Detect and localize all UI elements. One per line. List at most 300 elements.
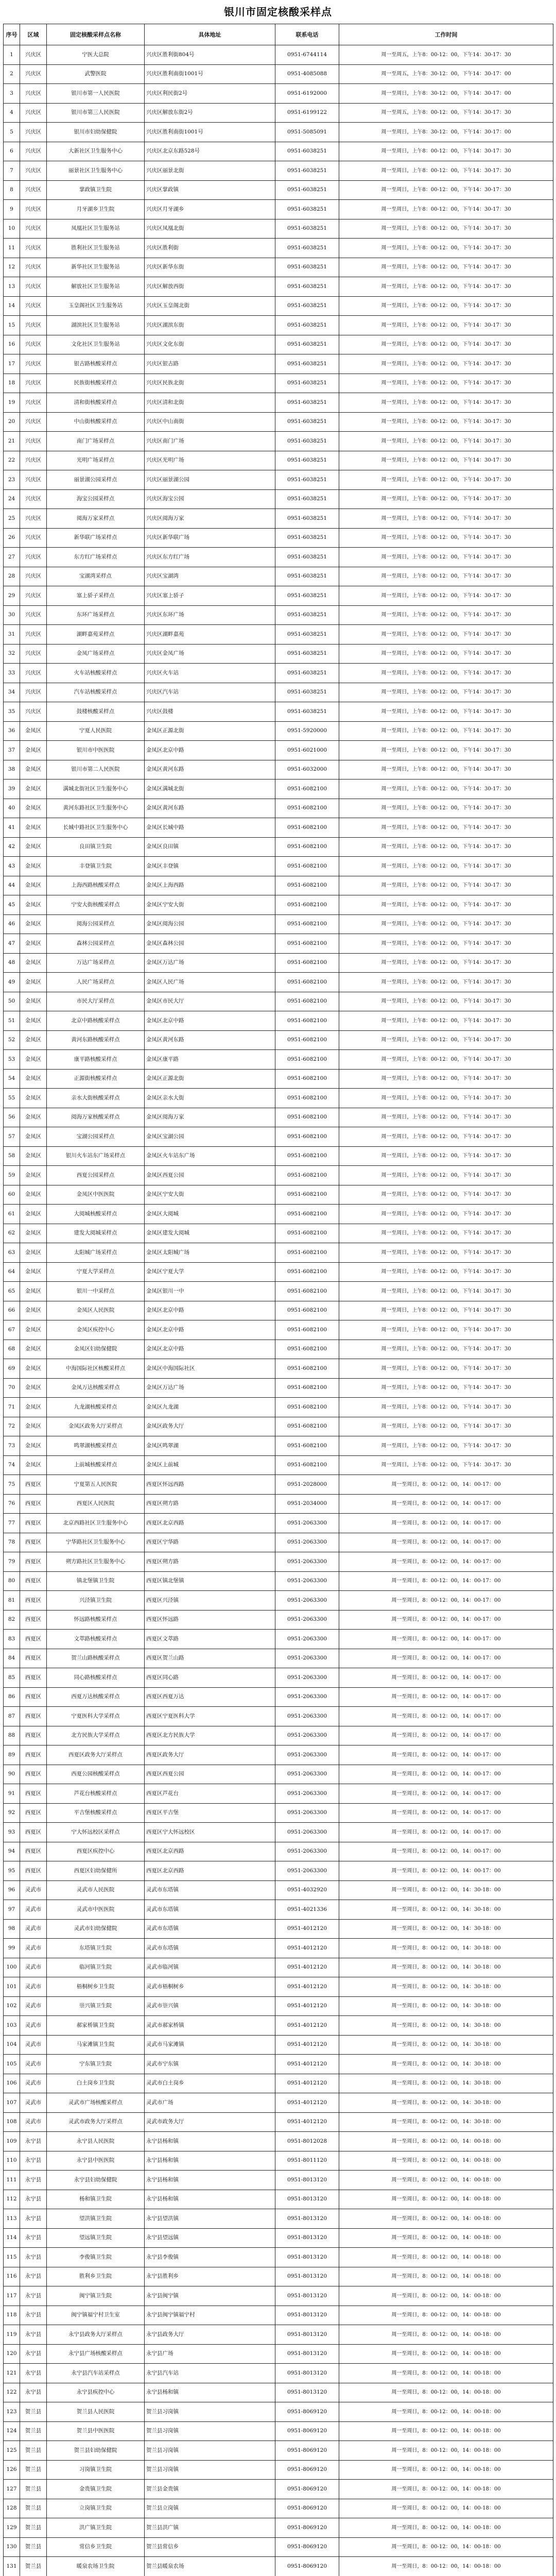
row-site-name: 宁医大总院 [47, 45, 145, 65]
row-phone: 0951-2063300 [275, 1823, 339, 1842]
row-district: 金凤区 [20, 876, 47, 895]
table-row [4, 335, 553, 354]
row-address: 西夏区宁夏医科大学 [145, 1707, 275, 1726]
row-phone: 0951-6082100 [275, 1398, 339, 1417]
row-site-name: 郝家桥镇卫生院 [47, 2016, 145, 2036]
row-district: 西夏区 [20, 1668, 47, 1688]
row-hours: 周一至周日，8：00-12：00，14：00-17：00 [339, 1514, 553, 1533]
table-row [4, 2035, 553, 2055]
row-address: 兴庆区清和北街 [145, 393, 275, 413]
row-site-name: 西夏公园核酸采样点 [47, 1765, 145, 1784]
row-phone: 0951-2063300 [275, 1533, 339, 1552]
row-district: 金凤区 [20, 992, 47, 1011]
row-phone: 0951-8011120 [275, 2151, 339, 2171]
row-index: 118 [4, 2306, 20, 2325]
header-district: 区域 [20, 24, 47, 45]
row-index: 125 [4, 2441, 20, 2461]
row-site-name: 永宁县妇幼保健院 [47, 2171, 145, 2190]
row-index: 29 [4, 586, 20, 606]
row-hours: 周一至周日，8：00-12：00，14：00-18：00 [339, 2557, 553, 2576]
row-hours: 周一至周日，上午8：00-12：00，下午14：30-17：30 [339, 1224, 553, 1243]
table-row [4, 876, 553, 895]
row-hours: 周一至周日，8：00-12：00，14：00-17：00 [339, 1668, 553, 1688]
row-hours: 周一至周日，8：00-12：00，14：00-18：00 [339, 2132, 553, 2151]
row-site-name: 凤凰社区卫生服务站 [47, 219, 145, 239]
row-address: 兴庆区解放东街2号 [145, 103, 275, 123]
row-hours: 周一至周日，8：00-12：00，14：00-17：00 [339, 1823, 553, 1842]
row-phone: 0951-2063300 [275, 1649, 339, 1668]
row-index: 10 [4, 219, 20, 239]
row-index: 111 [4, 2171, 20, 2190]
table-row [4, 2518, 553, 2538]
table-row [4, 1803, 553, 1823]
row-phone: 0951-8013120 [275, 2267, 339, 2286]
table-row [4, 973, 553, 992]
row-phone: 0951-6038251 [275, 489, 339, 509]
row-hours: 周一至周日，8：00-12：00，14：00-17：00 [339, 1687, 553, 1707]
row-hours: 周一至周日，上午8：00-12：00，下午14：30-17：30 [339, 1011, 553, 1031]
row-site-name: 怀远路核酸采样点 [47, 1610, 145, 1630]
row-index: 126 [4, 2460, 20, 2480]
row-phone: 0951-6082100 [275, 1417, 339, 1436]
row-phone: 0951-6744114 [275, 45, 339, 65]
row-site-name: 康平路核酸采样点 [47, 1050, 145, 1070]
page-title: 银川市固定核酸采样点 [224, 6, 332, 18]
row-address: 西夏区宁大怀远校区 [145, 1823, 275, 1842]
table-row [4, 2151, 553, 2171]
row-address: 金凤区正源北街 [145, 721, 275, 741]
row-phone: 0951-2063300 [275, 1668, 339, 1688]
row-site-name: 南门广场采样点 [47, 432, 145, 451]
row-index: 32 [4, 644, 20, 664]
table-row [4, 2286, 553, 2306]
row-phone: 0951-6082100 [275, 1108, 339, 1127]
row-phone: 0951-8013120 [275, 2248, 339, 2267]
row-index: 58 [4, 1146, 20, 1166]
row-site-name: 北京西路社区卫生服务中心 [47, 1514, 145, 1533]
row-address: 西夏区怀远西路 [145, 1475, 275, 1495]
table-row [4, 412, 553, 432]
row-index: 86 [4, 1687, 20, 1707]
row-hours: 周一至周日，上午8：00-12：00，下午14：30-17：30 [339, 625, 553, 645]
row-index: 59 [4, 1166, 20, 1185]
row-index: 63 [4, 1243, 20, 1263]
row-hours: 周一至周日，上午8：00-12：00，下午14：30-17：30 [339, 1455, 553, 1475]
row-phone: 0951-2063300 [275, 1630, 339, 1649]
row-hours: 周一至周日，8：00-12：00，14：00-18：00 [339, 2190, 553, 2209]
row-district: 金凤区 [20, 895, 47, 915]
row-index: 65 [4, 1282, 20, 1301]
row-site-name: 文萃路核酸采样点 [47, 1630, 145, 1649]
row-district: 兴庆区 [20, 161, 47, 181]
row-hours: 周一至周日，8：00-12：00，14：30-18：00 [339, 1977, 553, 1997]
row-address: 西夏区芦花台 [145, 1784, 275, 1804]
row-address: 金凤区太阳城广场 [145, 1243, 275, 1263]
table-row [4, 1494, 553, 1514]
row-phone: 0951-4012120 [275, 1977, 339, 1997]
row-hours: 周一至周日，上午8：00-12：00，下午14：30-17：30 [339, 489, 553, 509]
table-body [4, 45, 553, 2576]
row-hours: 周一至周日，8：00-12：00，14：00-18：00 [339, 2306, 553, 2325]
row-phone: 0951-6038251 [275, 354, 339, 374]
row-phone: 0951-6082100 [275, 876, 339, 895]
row-district: 兴庆区 [20, 470, 47, 490]
row-district: 贺兰县 [20, 2480, 47, 2499]
row-index: 121 [4, 2364, 20, 2383]
row-address: 兴庆区湖畔嘉苑 [145, 625, 275, 645]
row-phone: 0951-5920000 [275, 721, 339, 741]
row-phone: 0951-6082100 [275, 1243, 339, 1263]
row-district: 金凤区 [20, 1262, 47, 1282]
row-hours: 周一至周日，上午8：00-12：00，下午14：30-17：30 [339, 1282, 553, 1301]
row-hours: 周一至周日，8：00-12：00，14：00-18：00 [339, 2267, 553, 2286]
row-district: 兴庆区 [20, 277, 47, 297]
row-address: 兴庆区玉皇阁北街 [145, 296, 275, 316]
row-phone: 0951-8013120 [275, 2286, 339, 2306]
row-index: 27 [4, 548, 20, 567]
row-phone: 0951-6082100 [275, 1089, 339, 1108]
row-address: 西夏区文萃路 [145, 1630, 275, 1649]
row-hours: 周一至周日，上午8：00-12：00，下午14：30-17：30 [339, 219, 553, 239]
row-hours: 周一至周日，上午8：00-12：00，下午14：30-17：30 [339, 605, 553, 625]
row-hours: 周一至周日，8：00-12：00，14：00-17：00 [339, 1591, 553, 1611]
row-hours: 周一至周日，8：00-12：00，14：00-18：00 [339, 2344, 553, 2364]
row-site-name: 银古路核酸采样点 [47, 354, 145, 374]
row-district: 西夏区 [20, 1591, 47, 1611]
row-hours: 周一至周日，上午8：00-12：00，下午14：30-17：30 [339, 258, 553, 277]
row-hours: 周一至周日，上午8：00-12：00，下午14：30-17：30 [339, 837, 553, 857]
row-hours: 周一至周日，上午8：00-12：00，下午14：30-17：30 [339, 702, 553, 722]
row-district: 兴庆区 [20, 702, 47, 722]
row-phone: 0951-6038251 [275, 296, 339, 316]
row-site-name: 银川一中采样点 [47, 1282, 145, 1301]
row-hours: 周一至周日，上午8：00-12：00，下午14：30-17：30 [339, 239, 553, 258]
row-site-name: 镇北堡镇卫生院 [47, 1571, 145, 1591]
header-phone: 联系电话 [275, 24, 339, 45]
row-address: 灵武市东塔镇 [145, 1880, 275, 1900]
row-hours: 周一至周日，8：00-12：00，14：30-18：00 [339, 2055, 553, 2074]
row-index: 124 [4, 2421, 20, 2441]
table-row [4, 1243, 553, 1263]
row-phone: 0951-6038251 [275, 316, 339, 335]
row-hours: 周一至周日，8：00-12：00，14：00-17：00 [339, 1765, 553, 1784]
row-index: 84 [4, 1649, 20, 1668]
table-row [4, 2402, 553, 2422]
row-hours: 周一至周日，上午8：00-12：00，下午14：30-17：30 [339, 1030, 553, 1050]
row-phone: 0951-6038251 [275, 393, 339, 413]
row-address: 金凤区万达广场 [145, 953, 275, 973]
row-address: 灵武市广场 [145, 2093, 275, 2113]
row-hours: 周一至周五，上午8：00-12：00，下午14：30-17：30 [339, 103, 553, 123]
row-index: 19 [4, 393, 20, 413]
row-index: 6 [4, 142, 20, 161]
row-index: 66 [4, 1301, 20, 1320]
row-phone: 0951-6082100 [275, 1282, 339, 1301]
row-phone: 0951-6082100 [275, 1069, 339, 1089]
row-site-name: 阅海公园采样点 [47, 914, 145, 934]
row-address: 金凤区建发大阅城 [145, 1224, 275, 1243]
row-index: 24 [4, 489, 20, 509]
row-hours: 周一至周日，8：00-12：00，14：00-18：00 [339, 2537, 553, 2557]
row-district: 金凤区 [20, 1166, 47, 1185]
row-address: 金凤区北京中路 [145, 741, 275, 760]
row-index: 94 [4, 1842, 20, 1861]
row-site-name: 丽景湖公园采样点 [47, 470, 145, 490]
row-index: 81 [4, 1591, 20, 1611]
row-site-name: 永宁县政务大厅采样点 [47, 2325, 145, 2345]
header-address: 具体地址 [145, 24, 275, 45]
table-row [4, 818, 553, 838]
row-phone: 0951-4021336 [275, 1900, 339, 1920]
row-hours: 周一至周日，8：00-12：00，14：00-17：00 [339, 1610, 553, 1630]
row-address: 永宁县望远镇 [145, 2228, 275, 2248]
row-index: 122 [4, 2383, 20, 2402]
row-index: 101 [4, 1977, 20, 1997]
row-site-name: 阅海万家采样点 [47, 509, 145, 529]
row-phone: 0951-4012120 [275, 2093, 339, 2113]
row-index: 45 [4, 895, 20, 915]
row-index: 71 [4, 1398, 20, 1417]
row-index: 55 [4, 1089, 20, 1108]
table-row [4, 895, 553, 915]
row-hours: 周一至周日，上午8：00-12：00，下午14：30-17：30 [339, 1127, 553, 1147]
row-index: 108 [4, 2112, 20, 2132]
row-phone: 0951-6038251 [275, 219, 339, 239]
row-hours: 周一至周日，8：00-12：00，14：00-18：00 [339, 2364, 553, 2383]
row-district: 兴庆区 [20, 509, 47, 529]
row-index: 42 [4, 837, 20, 857]
row-district: 金凤区 [20, 1301, 47, 1320]
row-address: 西夏区怀远路 [145, 1610, 275, 1630]
row-phone: 0951-4012120 [275, 1939, 339, 1958]
row-address: 贺兰县习岗镇 [145, 2460, 275, 2480]
row-address: 金凤区北京中路 [145, 1320, 275, 1340]
table-row [4, 2093, 553, 2113]
row-hours: 周一至周日，8：00-12：00，14：30-18：00 [339, 1958, 553, 1977]
row-address: 兴庆区胜利南街1001号 [145, 64, 275, 84]
row-district: 永宁县 [20, 2228, 47, 2248]
row-index: 35 [4, 702, 20, 722]
row-site-name: 塞上骄子采样点 [47, 586, 145, 606]
row-index: 74 [4, 1455, 20, 1475]
row-district: 永宁县 [20, 2209, 47, 2229]
row-index: 34 [4, 683, 20, 702]
table-row [4, 1977, 553, 1997]
row-site-name: 西夏区疾控中心 [47, 1842, 145, 1861]
row-site-name: 森林公园采样点 [47, 934, 145, 954]
row-phone: 0951-8069120 [275, 2537, 339, 2557]
table-row [4, 1958, 553, 1977]
row-hours: 周一至周日，上午8：00-12：00，下午14：30-17：30 [339, 509, 553, 529]
row-hours: 周一至周日，上午8：00-12：00，下午14：30-17：30 [339, 1205, 553, 1224]
row-address: 金凤区康平路 [145, 1050, 275, 1070]
row-phone: 0951-6038251 [275, 664, 339, 683]
row-index: 53 [4, 1050, 20, 1070]
row-site-name: 黄河东路核酸采样点 [47, 1030, 145, 1050]
table-row [4, 2074, 553, 2093]
row-address: 西夏区西夏万达 [145, 1687, 275, 1707]
row-site-name: 丽景社区卫生服务中心 [47, 161, 145, 181]
row-address: 贺兰县立岗镇 [145, 2499, 275, 2518]
row-site-name: 西夏区妇幼保健所 [47, 1861, 145, 1881]
row-address: 贺兰县习岗镇 [145, 2441, 275, 2461]
row-index: 20 [4, 412, 20, 432]
row-address: 灵武市宁东镇 [145, 2055, 275, 2074]
row-site-name: 宁夏医科大学采样点 [47, 1707, 145, 1726]
row-site-name: 崇兴镇卫生院 [47, 1996, 145, 2016]
row-index: 3 [4, 84, 20, 104]
row-index: 14 [4, 296, 20, 316]
row-address: 贺兰县习岗镇 [145, 2402, 275, 2422]
table-row [4, 2171, 553, 2190]
row-site-name: 金凤区疾控中心 [47, 1320, 145, 1340]
table-row [4, 2112, 553, 2132]
row-address: 永宁县政务大厅 [145, 2325, 275, 2345]
row-district: 兴庆区 [20, 45, 47, 65]
table-row [4, 1108, 553, 1127]
row-address: 西夏区朔方路 [145, 1552, 275, 1572]
row-address: 永宁县胜利乡 [145, 2267, 275, 2286]
table-row [4, 857, 553, 876]
row-district: 金凤区 [20, 1398, 47, 1417]
table-row [4, 354, 553, 374]
row-index: 96 [4, 1880, 20, 1900]
row-address: 兴庆区民族北街 [145, 374, 275, 393]
row-index: 75 [4, 1475, 20, 1495]
row-site-name: 黄河东路社区卫生服务中心 [47, 799, 145, 818]
row-site-name: 银川市妇幼保健院 [47, 123, 145, 142]
row-phone: 0951-4012120 [275, 2055, 339, 2074]
row-site-name: 人民广场采样点 [47, 973, 145, 992]
row-phone: 0951-6082100 [275, 1340, 339, 1359]
row-site-name: 新华社区卫生服务站 [47, 258, 145, 277]
row-index: 87 [4, 1707, 20, 1726]
table-row [4, 1455, 553, 1475]
row-site-name: 建发大阅城采样点 [47, 1224, 145, 1243]
row-address: 贺兰县洪广镇 [145, 2518, 275, 2538]
row-site-name: 光明广场采样点 [47, 451, 145, 470]
row-district: 西夏区 [20, 1571, 47, 1591]
row-district: 灵武市 [20, 1939, 47, 1958]
row-index: 7 [4, 161, 20, 181]
row-phone: 0951-6082100 [275, 818, 339, 838]
row-district: 金凤区 [20, 1359, 47, 1379]
table-row [4, 2537, 553, 2557]
row-address: 金凤区宝湖公园 [145, 1127, 275, 1147]
row-district: 永宁县 [20, 2344, 47, 2364]
row-district: 金凤区 [20, 1127, 47, 1147]
row-index: 127 [4, 2480, 20, 2499]
row-site-name: 永宁县汽车站采样点 [47, 2364, 145, 2383]
row-index: 36 [4, 721, 20, 741]
table-row [4, 239, 553, 258]
table-row [4, 1591, 553, 1611]
table-row [4, 799, 553, 818]
row-district: 西夏区 [20, 1494, 47, 1514]
row-site-name: 清和街核酸采样点 [47, 393, 145, 413]
table-row [4, 470, 553, 490]
row-hours: 周一至周日，8：00-12：00，14：00-18：00 [339, 2383, 553, 2402]
row-district: 西夏区 [20, 1514, 47, 1533]
row-site-name: 北京中路核酸采样点 [47, 1011, 145, 1031]
row-index: 39 [4, 779, 20, 799]
table-row [4, 2557, 553, 2576]
row-phone: 0951-6038251 [275, 586, 339, 606]
row-hours: 周一至周日，上午8：00-12：00，下午14：30-17：30 [339, 277, 553, 297]
header-hours: 工作时间 [339, 24, 553, 45]
row-phone: 0951-6082100 [275, 857, 339, 876]
row-index: 48 [4, 953, 20, 973]
table-row [4, 1089, 553, 1108]
row-district: 西夏区 [20, 1610, 47, 1630]
row-phone: 0951-2063300 [275, 1687, 339, 1707]
row-phone: 0951-6038251 [275, 702, 339, 722]
row-hours: 周一至周日，8：00-12：00，14：00-17：00 [339, 1533, 553, 1552]
row-hours: 周一至周日，8：00-12：00，14：00-17：00 [339, 1552, 553, 1572]
table-row [4, 1630, 553, 1649]
row-district: 兴庆区 [20, 644, 47, 664]
row-phone: 0951-8069120 [275, 2480, 339, 2499]
row-site-name: 望洪镇卫生院 [47, 2209, 145, 2229]
row-index: 98 [4, 1919, 20, 1939]
row-index: 52 [4, 1030, 20, 1050]
row-district: 兴庆区 [20, 683, 47, 702]
row-hours: 周一至周日，上午8：00-12：00，下午14：30-17：30 [339, 1166, 553, 1185]
row-hours: 周一至周日，上午8：00-12：00，下午14：30-17：30 [339, 644, 553, 664]
row-site-name: 中海国际社区核酸采样点 [47, 1359, 145, 1379]
row-district: 兴庆区 [20, 84, 47, 104]
row-hours: 周一至周日，上午8：00-12：00，下午14：30-17：30 [339, 393, 553, 413]
row-index: 50 [4, 992, 20, 1011]
table-row [4, 1320, 553, 1340]
row-district: 金凤区 [20, 1417, 47, 1436]
row-district: 兴庆区 [20, 567, 47, 586]
row-index: 115 [4, 2248, 20, 2267]
row-index: 80 [4, 1571, 20, 1591]
row-phone: 0951-6082100 [275, 1205, 339, 1224]
row-index: 47 [4, 934, 20, 954]
row-district: 兴庆区 [20, 528, 47, 548]
row-hours: 周一至周日，上午8：00-12：00，下午14：30-17：30 [339, 721, 553, 741]
row-site-name: 金凤万达核酸采样点 [47, 1378, 145, 1398]
row-district: 西夏区 [20, 1784, 47, 1804]
row-index: 4 [4, 103, 20, 123]
row-district: 西夏区 [20, 1745, 47, 1765]
row-address: 西夏区北京西路 [145, 1861, 275, 1881]
row-site-name: 湖畔嘉苑采样点 [47, 625, 145, 645]
row-index: 40 [4, 799, 20, 818]
row-address: 贺兰县金贵镇 [145, 2480, 275, 2499]
row-district: 兴庆区 [20, 180, 47, 200]
table-row [4, 45, 553, 65]
row-index: 1 [4, 45, 20, 65]
row-hours: 周一至周日，上午8：00-12：00，下午14：30-17：30 [339, 1262, 553, 1282]
table-row [4, 200, 553, 219]
row-district: 灵武市 [20, 1900, 47, 1920]
row-address: 永宁县杨和镇 [145, 2171, 275, 2190]
table-row [4, 2248, 553, 2267]
row-address: 西夏区政务大厅 [145, 1745, 275, 1765]
row-hours: 周一至周日，上午8：00-12：00，下午14：30-17：30 [339, 180, 553, 200]
row-phone: 0951-2063300 [275, 1591, 339, 1611]
row-index: 33 [4, 664, 20, 683]
table-row [4, 2055, 553, 2074]
row-index: 72 [4, 1417, 20, 1436]
row-site-name: 月牙湖乡卫生院 [47, 200, 145, 219]
table-row [4, 2344, 553, 2364]
row-hours: 周一至周日，上午8：30-12：00，下午14：30-17：00 [339, 84, 553, 104]
row-district: 兴庆区 [20, 664, 47, 683]
